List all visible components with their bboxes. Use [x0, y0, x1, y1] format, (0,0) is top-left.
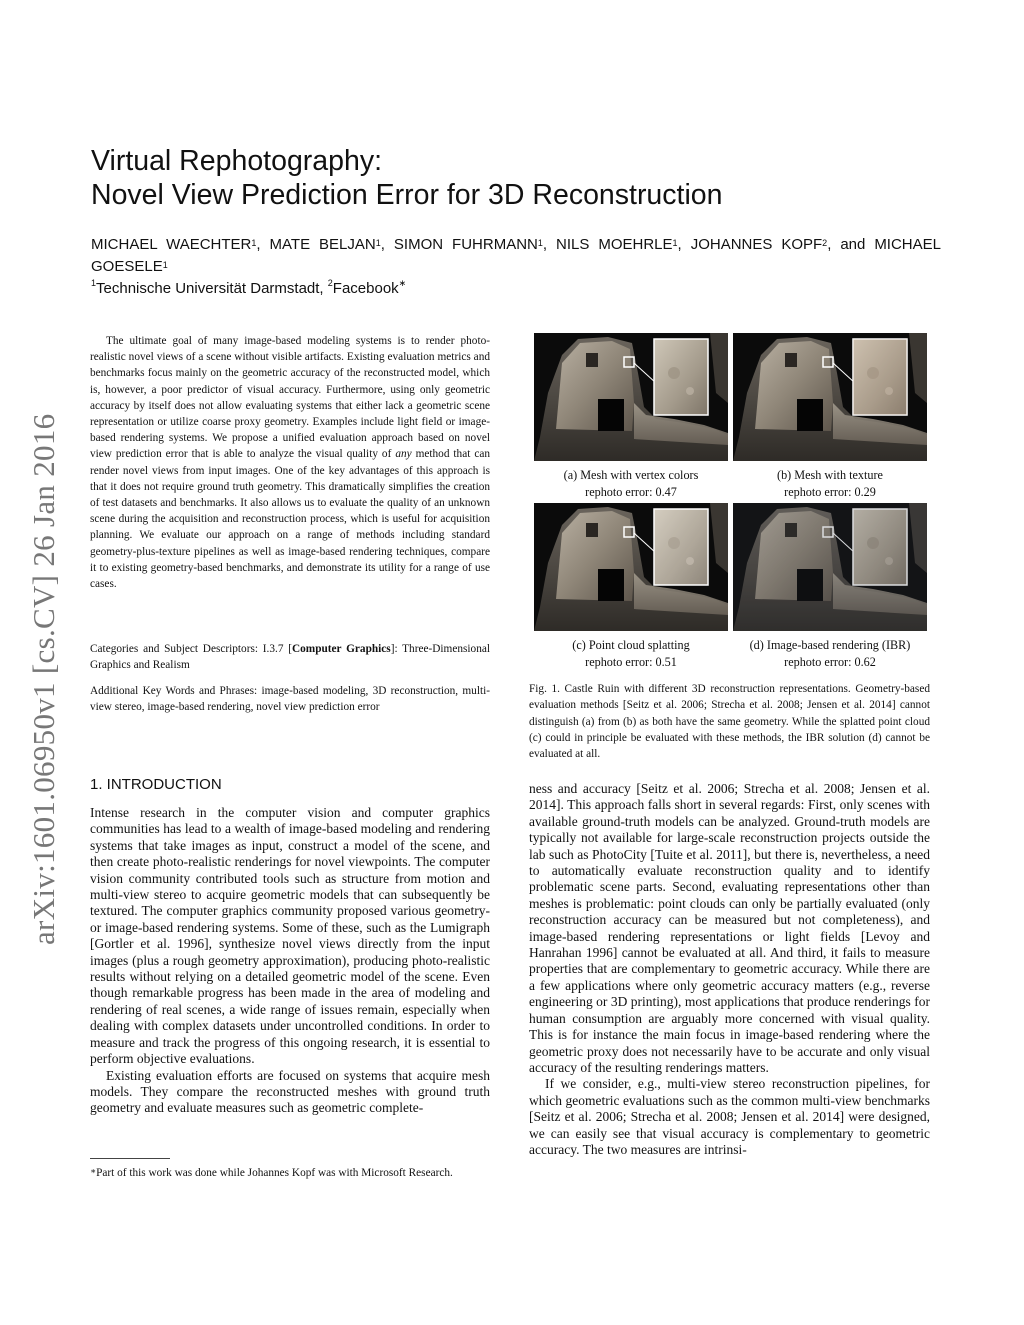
abstract: The ultimate goal of many image-based modeling systems is to render photo-realistic novel views of a scene without visible artifacts. Existing evaluation metrics and benchmarks focus mainly on the geometric accuracy of the reconstructed model, which is, however, a poor predictor of visual accuracy. Furthermore, using only geometric accuracy by itself does not allow evaluating systems that either lack a geometric scene representation or utilize coarse proxy geometry. Examples include light field or image-based rendering systems. We propose a unified evaluation approach based on novel view prediction error that is able to analyze the visual quality of any method that can render novel views from input images. One of the key advantages of this approach is that it does not require ground truth geometry. This dramatically simplifies the creation of test datasets and benchmarks. It also allows us to evaluate the quality of an unknown scene during the acquisition and reconstruction process, which is useful for acquisition planning. We evaluate our approach on a range of methods including standard geometry-plus-texture pipelines as well as image-based rendering techniques, compare it to existing geometry-based benchmarks, and demonstrate its utility for a range of use cases. — [90, 335, 490, 591]
affiliations: $^1$Technische Universität Darmstadt, $^2$Facebook∗ — [91, 278, 407, 297]
paper-title — [91, 144, 941, 212]
paragraph: If we consider, e.g., multi-view stereo reconstruction pipelines, for which geometric evaluations such as the common multi-view benchmarks [Seitz et al. 2006; Strecha et al. 2008; Jensen et al. 2014] were designed, we can easily see that visual accuracy is complementary to geometric accuracy. The two measures are intrinsi- — [529, 1076, 930, 1157]
introduction-right-column — [529, 781, 930, 1158]
author: SIMON FUHRMANN$^1$, — [393, 236, 557, 253]
arxiv-identifier: arXiv:1601.06950v1 [cs.CV] 26 Jan 2016 — [26, 413, 61, 945]
paragraph: Intense research in the computer vision and computer graphics communities has lead to a wealth of image-based modeling and rendering systems that take images as input, construct a model of the scene, and then create photo-realistic renderings for novel viewpoints. The computer vision community contributed tools such as structure from motion and multi-view stereo to acquire geometric models that can subsequently be textured. The computer graphics community proposed various geometry- or image-based rendering systems. Some of these, such as the Lumigraph [Gortler et al. 1996], synthesize novel views directly from the input images (plus a rough geometry approximation), producing photo-realistic results without relying on a detailed geometric model of the scene. Even though remarkable progress has been made in the area of modeling and rendering of real scenes, a wide range of issues remain, especially when dealing with complex datasets under uncontrolled conditions. In order to measure and track the progress of this ongoing research, it is essential to perform objective evaluations. — [90, 805, 490, 1067]
author-list — [91, 234, 941, 278]
footnote: ∗Part of this work was done while Johannes Kopf was with Microsoft Research. — [90, 1166, 453, 1179]
figure-panel-b-caption: (b) Mesh with texture rephoto error: 0.29 — [777, 468, 883, 499]
introduction-left-column — [90, 805, 490, 1117]
author: MICHAEL WAECHTER$^1$, — [91, 236, 270, 253]
subject-descriptors: Categories and Subject Descriptors: I.3.7 [Computer Graphics]: Three-Dimensional Graphics and Realism — [90, 643, 490, 672]
figure-caption: Fig. 1. Castle Ruin with different 3D reconstruction representations. Geometry-based evaluation methods [Seitz et al. 2006; Strecha et al. 2008; Jensen et al. 2014] cannot distinguish (a) from (b) as both have the same geometry. While the splatted point cloud (c) could in principle be evaluated with these methods, the IBR solution (d) cannot be evaluated at all. — [529, 683, 930, 761]
figure-panel-c-caption: (c) Point cloud splatting rephoto error: 0.51 — [572, 638, 690, 669]
figure-panel-b-image — [733, 333, 927, 461]
title-line-1: Virtual Rephotography: — [91, 145, 382, 177]
figure-panel-a-caption: (a) Mesh with vertex colors rephoto error: 0.47 — [563, 468, 699, 499]
footnote-rule — [90, 1158, 170, 1159]
figure-panel-a-image — [534, 333, 728, 461]
paragraph: Existing evaluation efforts are focused on systems that acquire mesh models. They compare the reconstructed meshes with ground truth geometry and evaluate measures such as geometric complete- — [90, 1067, 490, 1116]
section-heading: 1. INTRODUCTION — [90, 776, 222, 793]
title-line-2: Novel View Prediction Error for 3D Reconstruction — [91, 179, 723, 211]
figure-panel-d-image — [733, 503, 927, 631]
author: MICHAEL GOESELE$^1$ — [91, 236, 941, 275]
paragraph: ness and accuracy [Seitz et al. 2006; Strecha et al. 2008; Jensen et al. 2014]. This approach falls short in several regards: First, only scenes with available ground-truth models can be analyzed. Ground-truth models are typically not available for large-scale reconstruction projects outside the lab such as PhotoCity [Tuite et al. 2011], but there is, nevertheless, a need to automatically evaluate reconstruction quality and to identify problematic scene parts. Second, evaluating representations other than meshes is problematic: point clouds can only be partially evaluated (only reconstruction accuracy can be measured but not completeness), and image-based rendering representations or light fields [Levoy and Hanrahan 1996] cannot be evaluated at all. And third, it fails to measure properties that are complementary to geometric accuracy. While there are a few applications where only geometric accuracy matters (e.g., reverse engineering or 3D printing), most applications that produce renderings for human consumption are arguably more concerned with visual quality. This is for instance the main focus in image-based rendering where the geometric proxy does not necessarily have to be accurate and only visual accuracy of the resulting renderings matters. — [529, 781, 930, 1075]
figure-panel-c-image — [534, 503, 728, 631]
author: MATE BELJAN$^1$, — [269, 236, 394, 253]
keywords: Additional Key Words and Phrases: image-based modeling, 3D reconstruction, multi-view stereo, image-based rendering, novel view prediction error — [90, 685, 490, 714]
author: NILS MOEHRLE$^1$, — [556, 236, 691, 253]
author: JOHANNES KOPF$^2$, and — [690, 236, 875, 253]
figure-panel-d-caption: (d) Image-based rendering (IBR) rephoto error: 0.62 — [749, 638, 911, 669]
